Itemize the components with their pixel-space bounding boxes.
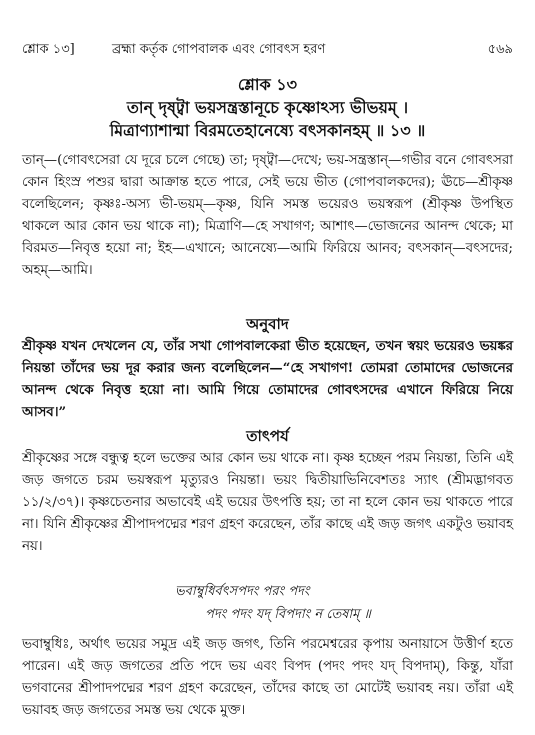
verse-line-2: মিত্রাণ্যাশান্মা বিরমতেহানেষ্যে বৎসকানহম্‌ ॥ ১৩ ॥ (109, 121, 426, 140)
word-synonyms: তান্‌—(গোবৎসেরা যে দূরে চলে গেছে) তা; দৃষ্ট্বা—দেখে; ভয়-সন্ত্রস্তান্‌—গভীর বনে গোবৎসরা কোন হিংস্র পশুর দ্বারা আক্রান্ত হতে পারে, সেই ভয়ে ভীত (গোপবালকদের); ঊচে—শ্রীকৃষ্ণ বলেছিলেন; কৃষ্ণঃ-অস্য ভী-ভয়ম্‌—কৃষ্ণ, যিনি সমস্ত ভয়েরও ভয়স্বরূপ (শ্রীকৃষ্ণ উপস্থিত থাকলে আর কোন ভয় থাকে না); মিত্রাণি—হে সখাগণ; আশাৎ—ভোজনের আনন্দ থেকে; মা বিরমত—নিবৃত্ত হয়ো না; ইহ—এখানে; আনেষ্যে—আমি ফিরিয়ে আনব; বৎসকান্‌—বৎসদের; অহম্‌—আমি। (22, 153, 513, 278)
purport-paragraph-2: ভবাম্বুধিঃ, অর্থাৎ ভয়ের সমুদ্র এই জড় জগৎ, তিনি পরমেশ্বরের কৃপায় অনায়াসে উত্তীর্ণ হতে পারেন। এই জড় জগতের প্রতি পদে ভয় এবং বিপদ (পদং পদং যদ্‌ বিপদাম্‌), কিন্তু, যাঁরা ভগবানের শ্রীপাদপদ্মের শরণ গ্রহণ করেছেন, তাঁদের কাছে তা মোটেই ভয়াবহ নয়। তাঁরা এই ভয়াবহ জড় জগতের সমস্ত ভয় থেকে মুক্ত। (22, 637, 513, 718)
translation-text: শ্রীকৃষ্ণ যখন দেখলেন যে, তাঁর সখা গোপবালকেরা ভীত হয়েছেন, তখন স্বয়ং ভয়েরও ভয়ঙ্কর নিয়ন্তা তাঁদের ভয় দূর করার জন্য বলেছিলেন—“হে সখাগণ! তোমরা তোমাদের ভোজনের আনন্দ থেকে নিবৃত্ত হয়ো না। আমি গিয়ে তোমাদের গোবৎসদের এখানে ফিরিয়ে নিয়ে আসব।” (22, 339, 513, 420)
running-header (22, 40, 513, 60)
verse-line-1: তান্‌ দৃষ্ট্বা ভয়সন্ত্রস্তানূচে কৃষ্ণোঽস্য ভীভয়ম্‌ । (126, 98, 409, 117)
header-chapter-title: ব্রহ্মা কর্তৃক গোপবালক এবং গোবৎস হরণ (112, 42, 326, 57)
quoted-verse-line-1: ভবাম্বুধির্বৎসপদং পরং পদং (175, 584, 310, 599)
quoted-verse-line-2: পদং পদং যদ্‌ বিপদাং ন তেষাম্‌ ॥ (205, 607, 371, 622)
purport-paragraph-1: শ্রীকৃষ্ণের সঙ্গে বন্ধুত্ব হলে ভক্তের আর কোন ভয় থাকে না। কৃষ্ণ হচ্ছেন পরম নিয়ন্তা, তিনি এই জড় জগতে চরম ভয়স্বরূপ মৃত্যুরও নিয়ন্তা। ভয়ং দ্বিতীয়াভিনিবেশতঃ স্যাৎ (শ্রীমদ্ভাগবত ১১/২/৩৭)। কৃষ্ণচেতনার অভাবেই এই ভয়ের উৎপত্তি হয়; তা না হলে কোন ভয় থাকতে পারে না। যিনি শ্রীকৃষ্ণের শ্রীপাদপদ্মের শরণ গ্রহণ করেছেন, তাঁর কাছে এই জড় জগৎ একটুও ভয়াবহ নয়। (22, 451, 513, 554)
header-verse-ref: শ্লোক ১৩] (22, 42, 75, 57)
page-number: ৫৬৯ (487, 42, 513, 57)
translation-heading: অনুবাদ (246, 315, 289, 333)
purport-heading: তাৎপর্য (246, 427, 289, 445)
verse-title: শ্লোক ১৩ (237, 75, 298, 94)
